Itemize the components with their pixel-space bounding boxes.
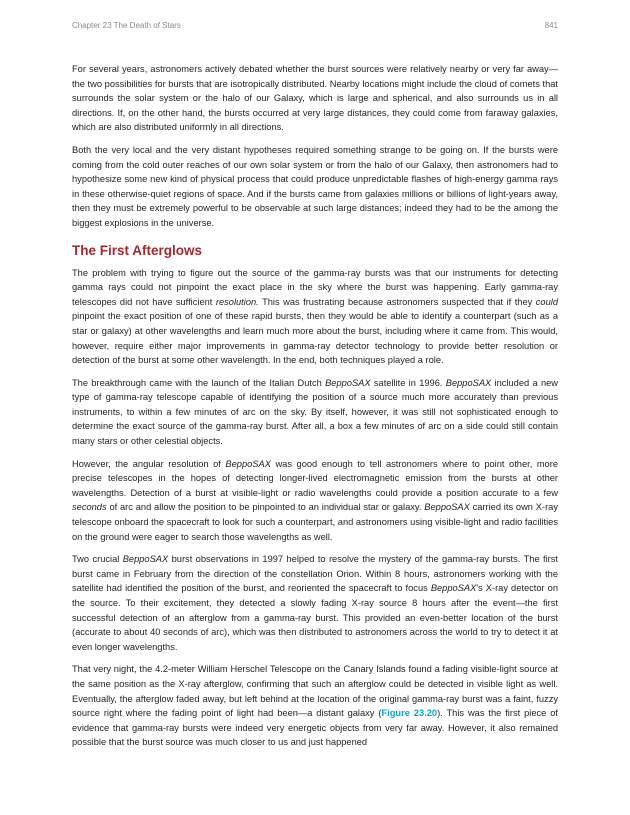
figure-link[interactable]: Figure 23.20 xyxy=(381,708,438,719)
chapter-title: Chapter 23 The Death of Stars xyxy=(72,21,181,30)
text-run: However, the angular resolution of xyxy=(72,458,226,469)
paragraph-1: For several years, astronomers actively debated whether the burst sources were relatively nearby or very far away—the two possibilities for bursts that are isotropically distributed. Nearby locations might include the cloud of comets that surrounds the solar system or the halo of our Galaxy, which is large and spherical, and also surrounds us in all directions. If, on the other hand, the bursts occurred at very large distances, they could come from faraway galaxies, which are also distributed uniformly in all directions. xyxy=(72,64,558,133)
text-run: satellite in 1996. xyxy=(370,377,446,388)
running-header xyxy=(72,21,558,33)
paragraph-4 xyxy=(72,376,558,449)
paragraph-5 xyxy=(72,457,558,545)
text-run: That very night, the 4.2-meter William Herschel Telescope on the Canary Islands found a fading visible-light source at the same position as the X-ray afterglow, confirming that such an afterglow could be detected in visible light as well. Eventually, the afterglow faded away, but left behind at the location of the original gamma-ray burst was a faint, fuzzy source right where the fading point of light had been—a distant galaxy ( xyxy=(72,664,558,719)
text-run: included a new type of gamma-ray telescope capable of identifying the position of a source much more accurately than previous instruments, to within a few minutes of arc on the sky. By itself, however, it was still not sophisticated enough to determine the exact source of the gamma-ray burst. After all, a box a few minutes of arc on a side could still contain many stars or other celestial objects. xyxy=(72,377,558,447)
italic-term: BeppoSAX xyxy=(430,583,477,594)
italic-term: BeppoSAX xyxy=(424,502,470,513)
text-run: The problem with trying to figure out the source of the gamma-ray bursts was that our instruments for detecting gamma rays could not pinpoint the exact place in the sky where the burst was happening. Early gamma-ray telescopes did not have sufficient xyxy=(72,267,558,307)
italic-term: BeppoSAX xyxy=(325,377,371,388)
paragraph-7 xyxy=(72,662,558,750)
page-number: 841 xyxy=(544,21,558,30)
page-body xyxy=(72,62,558,758)
text-run: ). This was the first piece of evidence that gamma-ray bursts were indeed very energetic objects from very far away. However, it also remained possible that the burst source was much closer to us and just happened xyxy=(72,708,558,748)
section-heading: The First Afterglows xyxy=(72,242,203,258)
italic-term: BeppoSAX xyxy=(225,458,271,469)
text-run: 's X-ray detector on the source. To their excitement, they detected a slowly fading X-ray source 8 hours after the event—the first successful detection of an afterglow from a gamma-ray burst. This provided an even-better location of the burst (accurate to about 40 seconds of arc), which was then distributed to astronomers across the world to try to detect it at even longer wavelengths. xyxy=(72,583,558,652)
italic-term: could xyxy=(535,296,558,307)
text-run: was good enough to tell astronomers where to point other, more precise telescopes in the hopes of detecting longer-lived electromagnetic emission from the bursts at other wavelengths. Detection of a burst at visible-light or radio wavelengths could provide a position accurate to a few xyxy=(72,458,558,498)
paragraph-6 xyxy=(72,552,558,654)
text-run: pinpoint the exact position of one of these rapid bursts, then they would be able to identify a counterpart (such as a star or galaxy) at other wavelengths and learn much more about the burst, including where it came from. This would, however, require either major improvements in gamma-ray detector technology to provide better resolution or detection of the burst at some other wavelength. In the end, both techniques played a role. xyxy=(72,311,558,366)
italic-term: BeppoSAX xyxy=(445,377,492,388)
text-run: This was frustrating because astronomers suspected that if they xyxy=(258,296,536,307)
text-run: carried its own X-ray telescope onboard the spacecraft to look for such a counterpart, and astronomers using visible-light and radio facilities on the ground were eager to search those wavelengths as well. xyxy=(72,502,558,542)
text-run: Two crucial xyxy=(72,554,123,565)
text-run: of arc and allow the position to be pinpointed to an individual star or galaxy. xyxy=(106,502,425,513)
italic-term: BeppoSAX xyxy=(122,554,169,565)
text-run: burst observations in 1997 helped to resolve the mystery of the gamma-ray bursts. The first burst came in February from the direction of the constellation Orion. Within 8 hours, astronomers working with the satellite had identified the position of the burst, and reoriented the spacecraft to focus xyxy=(72,554,558,594)
paragraph-2: Both the very local and the very distant hypotheses required something strange to be going on. If the bursts were coming from the cold outer reaches of our own solar system or from the halo of our Galaxy, then astronomers had to hypothesize some new kind of physical process that could produce unpredictable flashes of high-energy gamma rays in these otherwise-quiet regions of space. And if the bursts came from galaxies millions or billions of light-years away, then they must be extremely powerful to be observable at such large distances; indeed they had to be the among the biggest explosions in the universe. xyxy=(72,144,558,228)
italic-term: resolution. xyxy=(215,296,259,307)
paragraph-3 xyxy=(72,266,558,368)
text-run: The breakthrough came with the launch of the Italian Dutch xyxy=(72,377,326,388)
italic-term: seconds xyxy=(72,502,107,513)
